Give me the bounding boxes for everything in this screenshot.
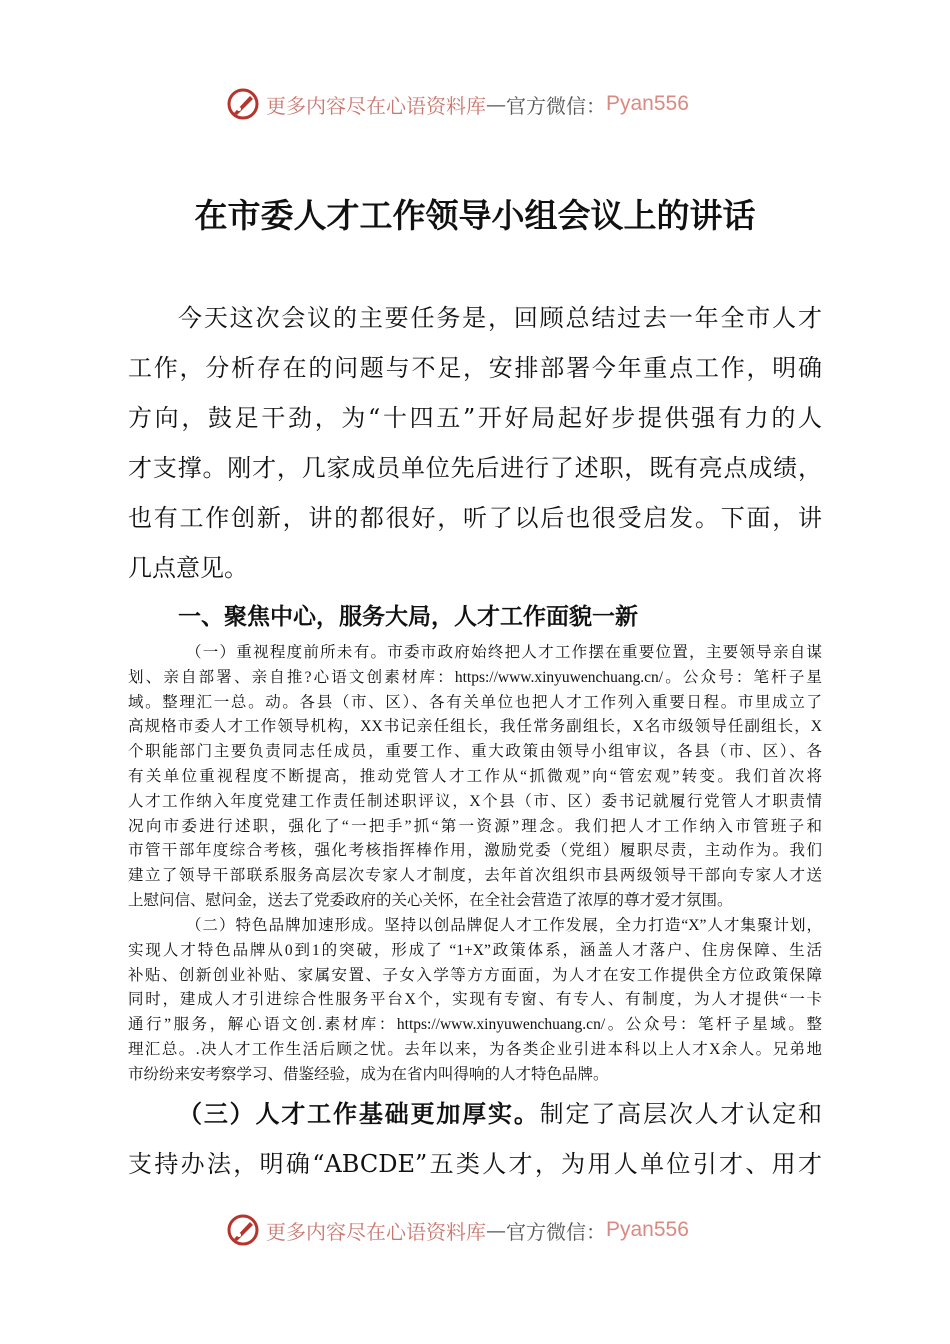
text-line: 方向，鼓足干劲，为“十四五”开好局起好步提供强有力的人 [128, 404, 822, 432]
text-line: 补贴、创新创业补贴、家属安置、子女入学等方方面面，为人才在安工作提供全方位政策保障 [128, 966, 822, 984]
text-line: 上慰问信、慰问金，送去了党委政府的关心关怀，在全社会营造了浓厚的尊才爱才氛围。 [128, 892, 733, 909]
text-line: 有关单位重视程度不断提高，推动党管人才工作从“抓微观”向“管宏观”转变。我们首次将 [128, 768, 822, 785]
document-title: 在市委人才工作领导小组会议上的讲话 [194, 196, 756, 235]
paragraph-3-line [178, 1089, 822, 1139]
text-line: 市纷纷来安考察学习、借鉴经验，成为在省内叫得响的人才特色品牌。 [128, 1065, 609, 1083]
text-line: 划、亲自部署、亲自推?心语文创素材库：https://www.xinyuwenchuang.cn/。公众号：笔杆子星 [128, 668, 822, 686]
text-line: 才支撑。刚才，几家成员单位先后进行了述职，既有亮点成绩， [128, 454, 822, 482]
text-line: 高规格市委人才工作领导机构，XX书记亲任组长，我任常务副组长，X名市级领导任副组长，X [128, 718, 822, 736]
text-line: 域。整理汇一总。动。各县（市、区）、各有关单位也把人才工作列入重要日程。市里成立了 [128, 693, 822, 711]
text-line: （二）特色品牌加速形成。坚持以创品牌促人才工作发展，全力打造“X”人才集聚计划， [186, 917, 822, 934]
paragraph-3-line: 支持办法，明确“ABCDE”五类人才，为用人单位引才、用才 [128, 1150, 822, 1178]
watermark-wechat-id: Pyan556 [606, 1218, 689, 1241]
text-line: 个职能部门主要负责同志任成员，重要工作、重大政策由领导小组审议，各县（市、区）、各 [128, 743, 822, 761]
text-line: 也有工作创新，讲的都很好，听了以后也很受启发。下面，讲 [128, 504, 822, 532]
pen-logo-icon [226, 1213, 260, 1247]
pen-logo-icon [226, 87, 260, 121]
watermark-separator: — [486, 92, 506, 116]
watermark-site-text: 更多内容尽在心语资料库 [266, 93, 486, 118]
text-line: 同时，建成人才引进综合性服务平台X个，实现有专窗、有专人、有制度，为人才提供“一卡 [128, 991, 822, 1009]
section-heading-1: 一、聚焦中心，服务大局，人才工作面貌一新 [178, 604, 638, 630]
text-line: 今天这次会议的主要任务是，回顾总结过去一年全市人才 [178, 304, 822, 332]
watermark-site-text: 更多内容尽在心语资料库 [266, 1219, 486, 1244]
watermark-separator: — [486, 1218, 506, 1242]
text-line: 建立了领导干部联系服务高层次专家人才制度，去年首次组织市县两级领导干部向专家人才送 [128, 867, 822, 885]
text-line: 通行”服务，解心语文创.素材库：https://www.xinyuwenchuang.cn/。公众号：笔杆子星域。整 [128, 1016, 822, 1034]
text-line: （一）重视程度前所未有。市委市政府始终把人才工作摆在重要位置，主要领导亲自谋 [186, 644, 822, 661]
watermark-header [226, 84, 689, 124]
watermark-wechat-id: Pyan556 [606, 92, 689, 115]
text-line: 人才工作纳入年度党建工作责任制述职评议，X个县（市、区）委书记就履行党管人才职责情 [128, 792, 822, 810]
watermark-wechat-label: 官方微信： [506, 93, 606, 118]
text-line: 工作，分析存在的问题与不足，安排部署今年重点工作，明确 [128, 354, 822, 382]
text-line: 理汇总。.决人才工作生活后顾之忧。去年以来，为各类企业引进本科以上人才X余人。兄弟地 [128, 1041, 822, 1058]
watermark-wechat-label: 官方微信： [506, 1219, 606, 1244]
paragraph-3-lead: （三）人才工作基础更加厚实。 [178, 1099, 540, 1128]
text-line: 况向市委进行述职，强化了“一把手”抓“第一资源”理念。我们把人才工作纳入市管班子和 [128, 817, 822, 835]
paragraph-3-text: 制定了高层次人才认定和 [539, 1100, 823, 1128]
text-line: 几点意见。 [128, 554, 248, 582]
watermark-footer [226, 1210, 689, 1250]
text-line: 实现人才特色品牌从0到1的突破，形成了 “1+X”政策体系，涵盖人才落户、住房保障、生活 [128, 941, 822, 959]
text-line: 市管干部年度综合考核，强化考核指挥棒作用，激励党委（党组）履职尽责，主动作为。我们 [128, 842, 822, 860]
